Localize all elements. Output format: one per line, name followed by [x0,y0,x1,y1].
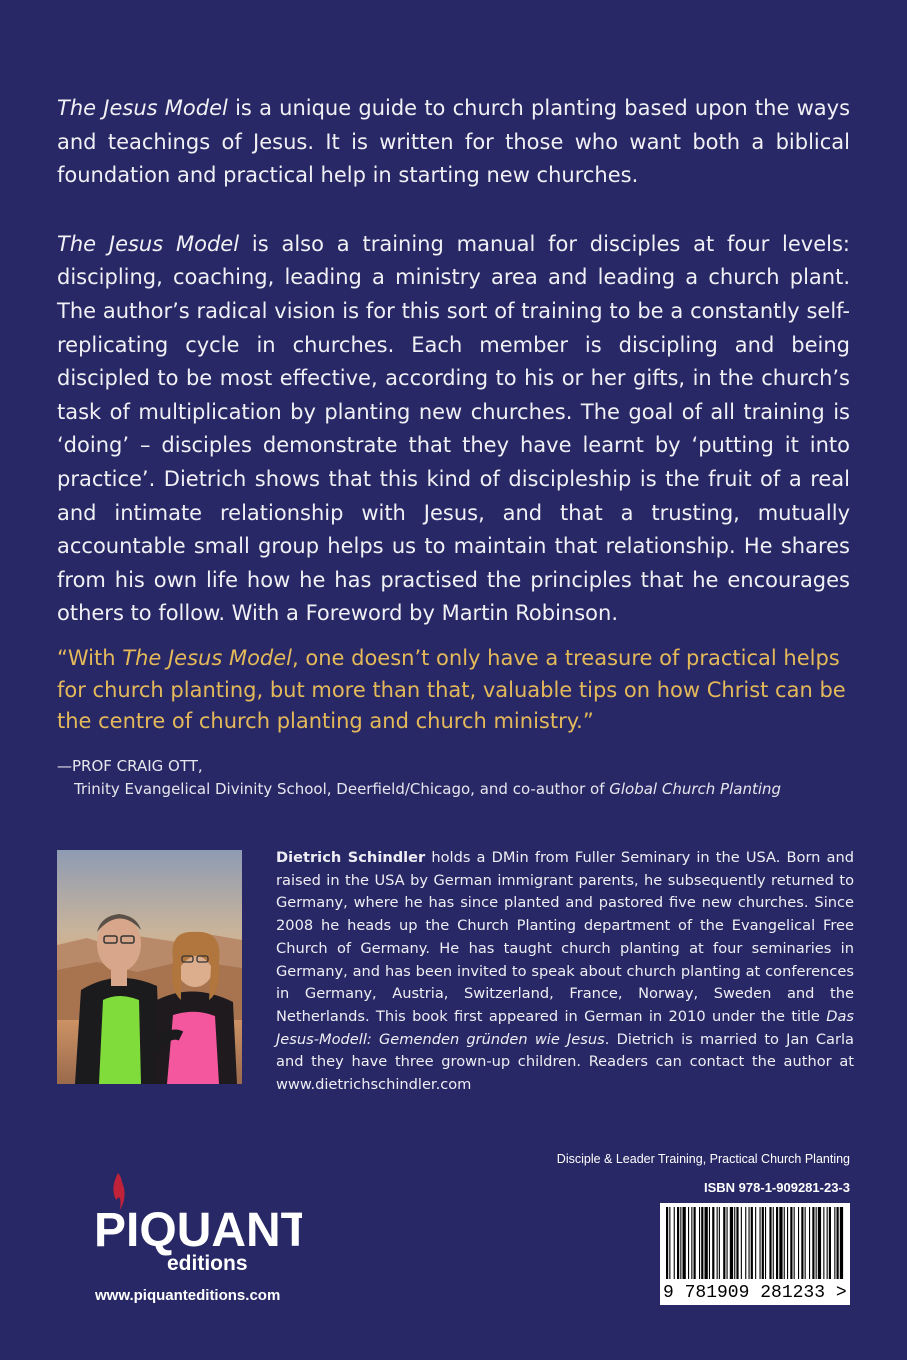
barcode-bar [674,1207,675,1279]
logo-wordmark: PIQUANT [94,1204,302,1257]
barcode-bar [816,1207,817,1279]
barcode-bar [769,1207,771,1279]
barcode-bar [790,1207,792,1279]
logo-subtitle: editions [167,1252,248,1275]
barcode [660,1203,850,1305]
description-paragraph-2: The Jesus Model is also a training manual for disciples at four levels: discipling, coaching, leading a ministry area and leading a church plant. The author’s radical vision is for this sort of training to be a constantly self-replicating cycle in churches. Each member is discipling and being discipled to be most effective, according to his or her gifts, in the church’s task of multiplication by planting new churches. The goal of all training is ‘doing’ – disciples demonstrate that they have learnt by ‘putting it into practice’. Dietrich shows that this kind of discipleship is the fruit of a real and intimate relationship with Jesus, and that a trusting, mutually accountable small group helps us to maintain that relationship. He shares from his own life how he has practised the principles that he encourages others to follow. With a Foreword by Martin Robinson. [57,231,850,626]
barcode-bar [840,1207,843,1279]
publisher-url: www.piquanteditions.com [95,1287,281,1304]
barcode-bar [723,1207,725,1279]
barcode-bar [688,1207,689,1279]
barcode-digits: 9 781909 281233 > [663,1283,847,1303]
barcode-bar [784,1207,785,1279]
barcode-bar [809,1207,810,1279]
barcode-bar [699,1207,700,1279]
barcode-bar [691,1207,692,1279]
barcode-bar [755,1207,756,1279]
barcode-bar [727,1207,728,1279]
barcode-bar [765,1207,766,1279]
barcode-bar [779,1207,782,1279]
barcode-bar [736,1207,738,1279]
barcode-bar [749,1207,750,1279]
barcode-bar [787,1207,788,1279]
barcode-bar [694,1207,696,1279]
barcode-bar [730,1207,733,1279]
barcode-bar [666,1207,668,1279]
barcode-bar [823,1207,824,1279]
barcode-bar [827,1207,828,1279]
author-bio: Dietrich Schindler holds a DMin from Fuller Seminary in the USA. Born and raised in the USA by German immigrant parents, he subsequently returned to Germany, where he has since planted and pastored five new churches. Since 2008 he heads up the Church Planting department of the Evangelical Free Church of Germany. He has taught church planting at four seminaries in Germany, and has been invited to speak about church planting at conferences in Germany, Austria, Switzerland, France, Norway, Sweden and the Netherlands. This book first appeared in German in 2010 under the title Das Jesus-Modell: Gemenden gründen wie Jesus. Dietrich is married to Jan Carla and they have three grown-up children. Readers can contact the author at www.dietrichschindler.com [276,849,854,1094]
endorser-affiliation: Trinity Evangelical Divinity School, Deerfield/Chicago, and co-author of Global Church Planting [74,780,782,798]
barcode-bar [798,1207,799,1279]
barcode-bar [776,1207,778,1279]
endorser-name: —PROF CRAIG OTT, [57,757,203,775]
publisher-logo [92,1170,302,1280]
barcode-bar [801,1207,803,1279]
barcode-bar [751,1207,753,1279]
barcode-bar [745,1207,746,1279]
subject-categories: Disciple & Leader Training, Practical Church Planting [556,1152,850,1166]
piquant-logo-mark [92,1170,302,1280]
barcode-bar [709,1207,710,1279]
barcode-bars [660,1203,850,1305]
author-name: Dietrich Schindler [276,849,426,866]
barcode-bar [834,1207,835,1279]
book-title-inline: The Jesus Model [57,96,228,120]
description-paragraph-1: The Jesus Model is a unique guide to church planting based upon the ways and teachings of Jesus. It is written for those who want both a biblical foundation and practical help in starting new churches. [57,96,851,188]
barcode-bar [818,1207,821,1279]
barcode-bar [773,1207,774,1279]
barcode-bar [837,1207,839,1279]
endorsement-attribution [57,755,857,801]
barcode-bar [669,1207,670,1279]
back-cover-description [57,92,850,631]
barcode-bar [805,1207,806,1279]
barcode-bar [701,1207,703,1279]
barcode-bar [794,1207,795,1279]
barcode-bar [734,1207,735,1279]
barcode-bar [812,1207,814,1279]
barcode-bar [712,1207,714,1279]
barcode-bar [677,1207,679,1279]
barcode-bar [680,1207,681,1279]
barcode-bar [741,1207,742,1279]
barcode-bar [829,1207,831,1279]
barcode-bar [762,1207,764,1279]
author-photo [57,850,242,1084]
barcode-bar [760,1207,761,1279]
isbn: ISBN 978-1-909281-23-3 [704,1180,850,1195]
barcode-bar [717,1207,718,1279]
author-photo-illustration [57,850,242,1084]
book-title-inline: The Jesus Model [57,231,240,256]
german-title: Das Jesus-Modell: Gemenden gründen wie Jesus [276,1007,854,1048]
barcode-bar [705,1207,708,1279]
endorsement-quote: “With The Jesus Model, one doesn’t only have a treasure of practical helps for church planting, but more than that, valuable tips on how Christ can be the centre of church planting and church ministry.” [57,646,846,733]
barcode-bar [719,1207,720,1279]
barcode-bar [683,1207,686,1279]
